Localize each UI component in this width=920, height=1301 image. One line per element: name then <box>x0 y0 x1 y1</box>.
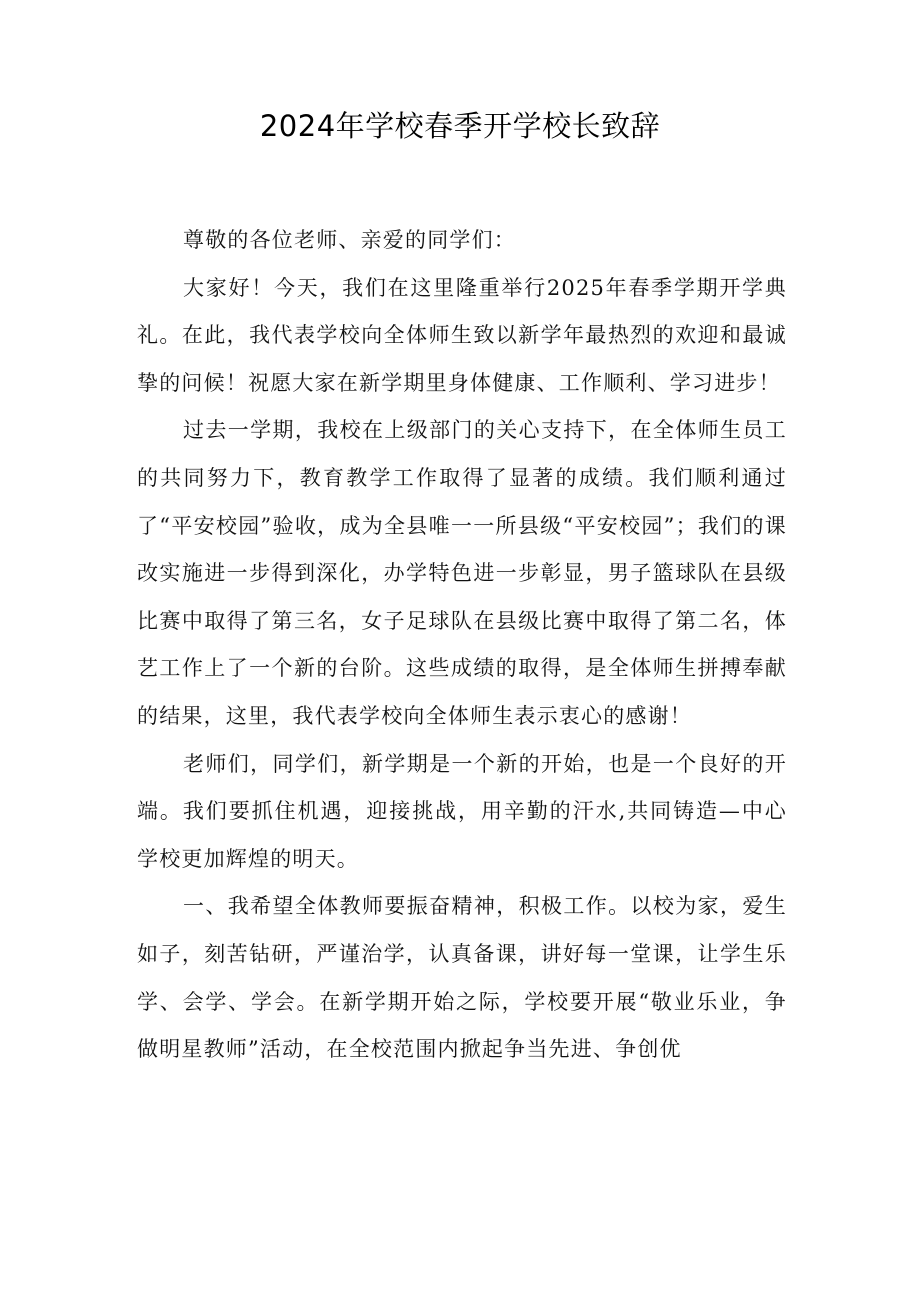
new-semester-paragraph: 老师们，同学们，新学期是一个新的开始，也是一个良好的开端。我们要抓住机遇，迎接挑战，用辛勤的汗水,共同铸造—中心学校更加辉煌的明天。 <box>137 751 787 871</box>
teacher-expectations-paragraph: 一、我希望全体教师要振奋精神，积极工作。以校为家，爱生如子，刻苦钻研，严谨治学，认真备课，讲好每一堂课，让学生乐学、会学、学会。在新学期开始之际，学校要开展“敬业乐业，争做明星教师”活动，在全校范围内掀起争当先进、争创优 <box>137 894 787 1062</box>
document-body <box>137 217 787 1074</box>
document-title: 2024年学校春季开学校长致辞 <box>259 109 661 143</box>
salutation-paragraph: 尊敬的各位老师、亲爱的同学们： <box>183 228 516 252</box>
achievements-paragraph: 过去一学期，我校在上级部门的关心支持下，在全体师生员工的共同努力下，教育教学工作取得了显著的成绩。我们顺利通过了“平安校园”验收，成为全县唯一一所县级“平安校园”；我们的课改实施进一步得到深化，办学特色进一步彰显，男子篮球队在县级比赛中取得了第三名，女子足球队在县级比赛中取得了第二名，体艺工作上了一个新的台阶。这些成绩的取得，是全体师生拼搏奉献的结果，这里，我代表学校向全体师生表示衷心的感谢！ <box>137 418 787 728</box>
greeting-paragraph: 大家好！今天，我们在这里隆重举行2025年春季学期开学典礼。在此，我代表学校向全体师生致以新学年最热烈的欢迎和最诚挚的问候！祝愿大家在新学期里身体健康、工作顺利、学习进步！ <box>137 275 787 395</box>
